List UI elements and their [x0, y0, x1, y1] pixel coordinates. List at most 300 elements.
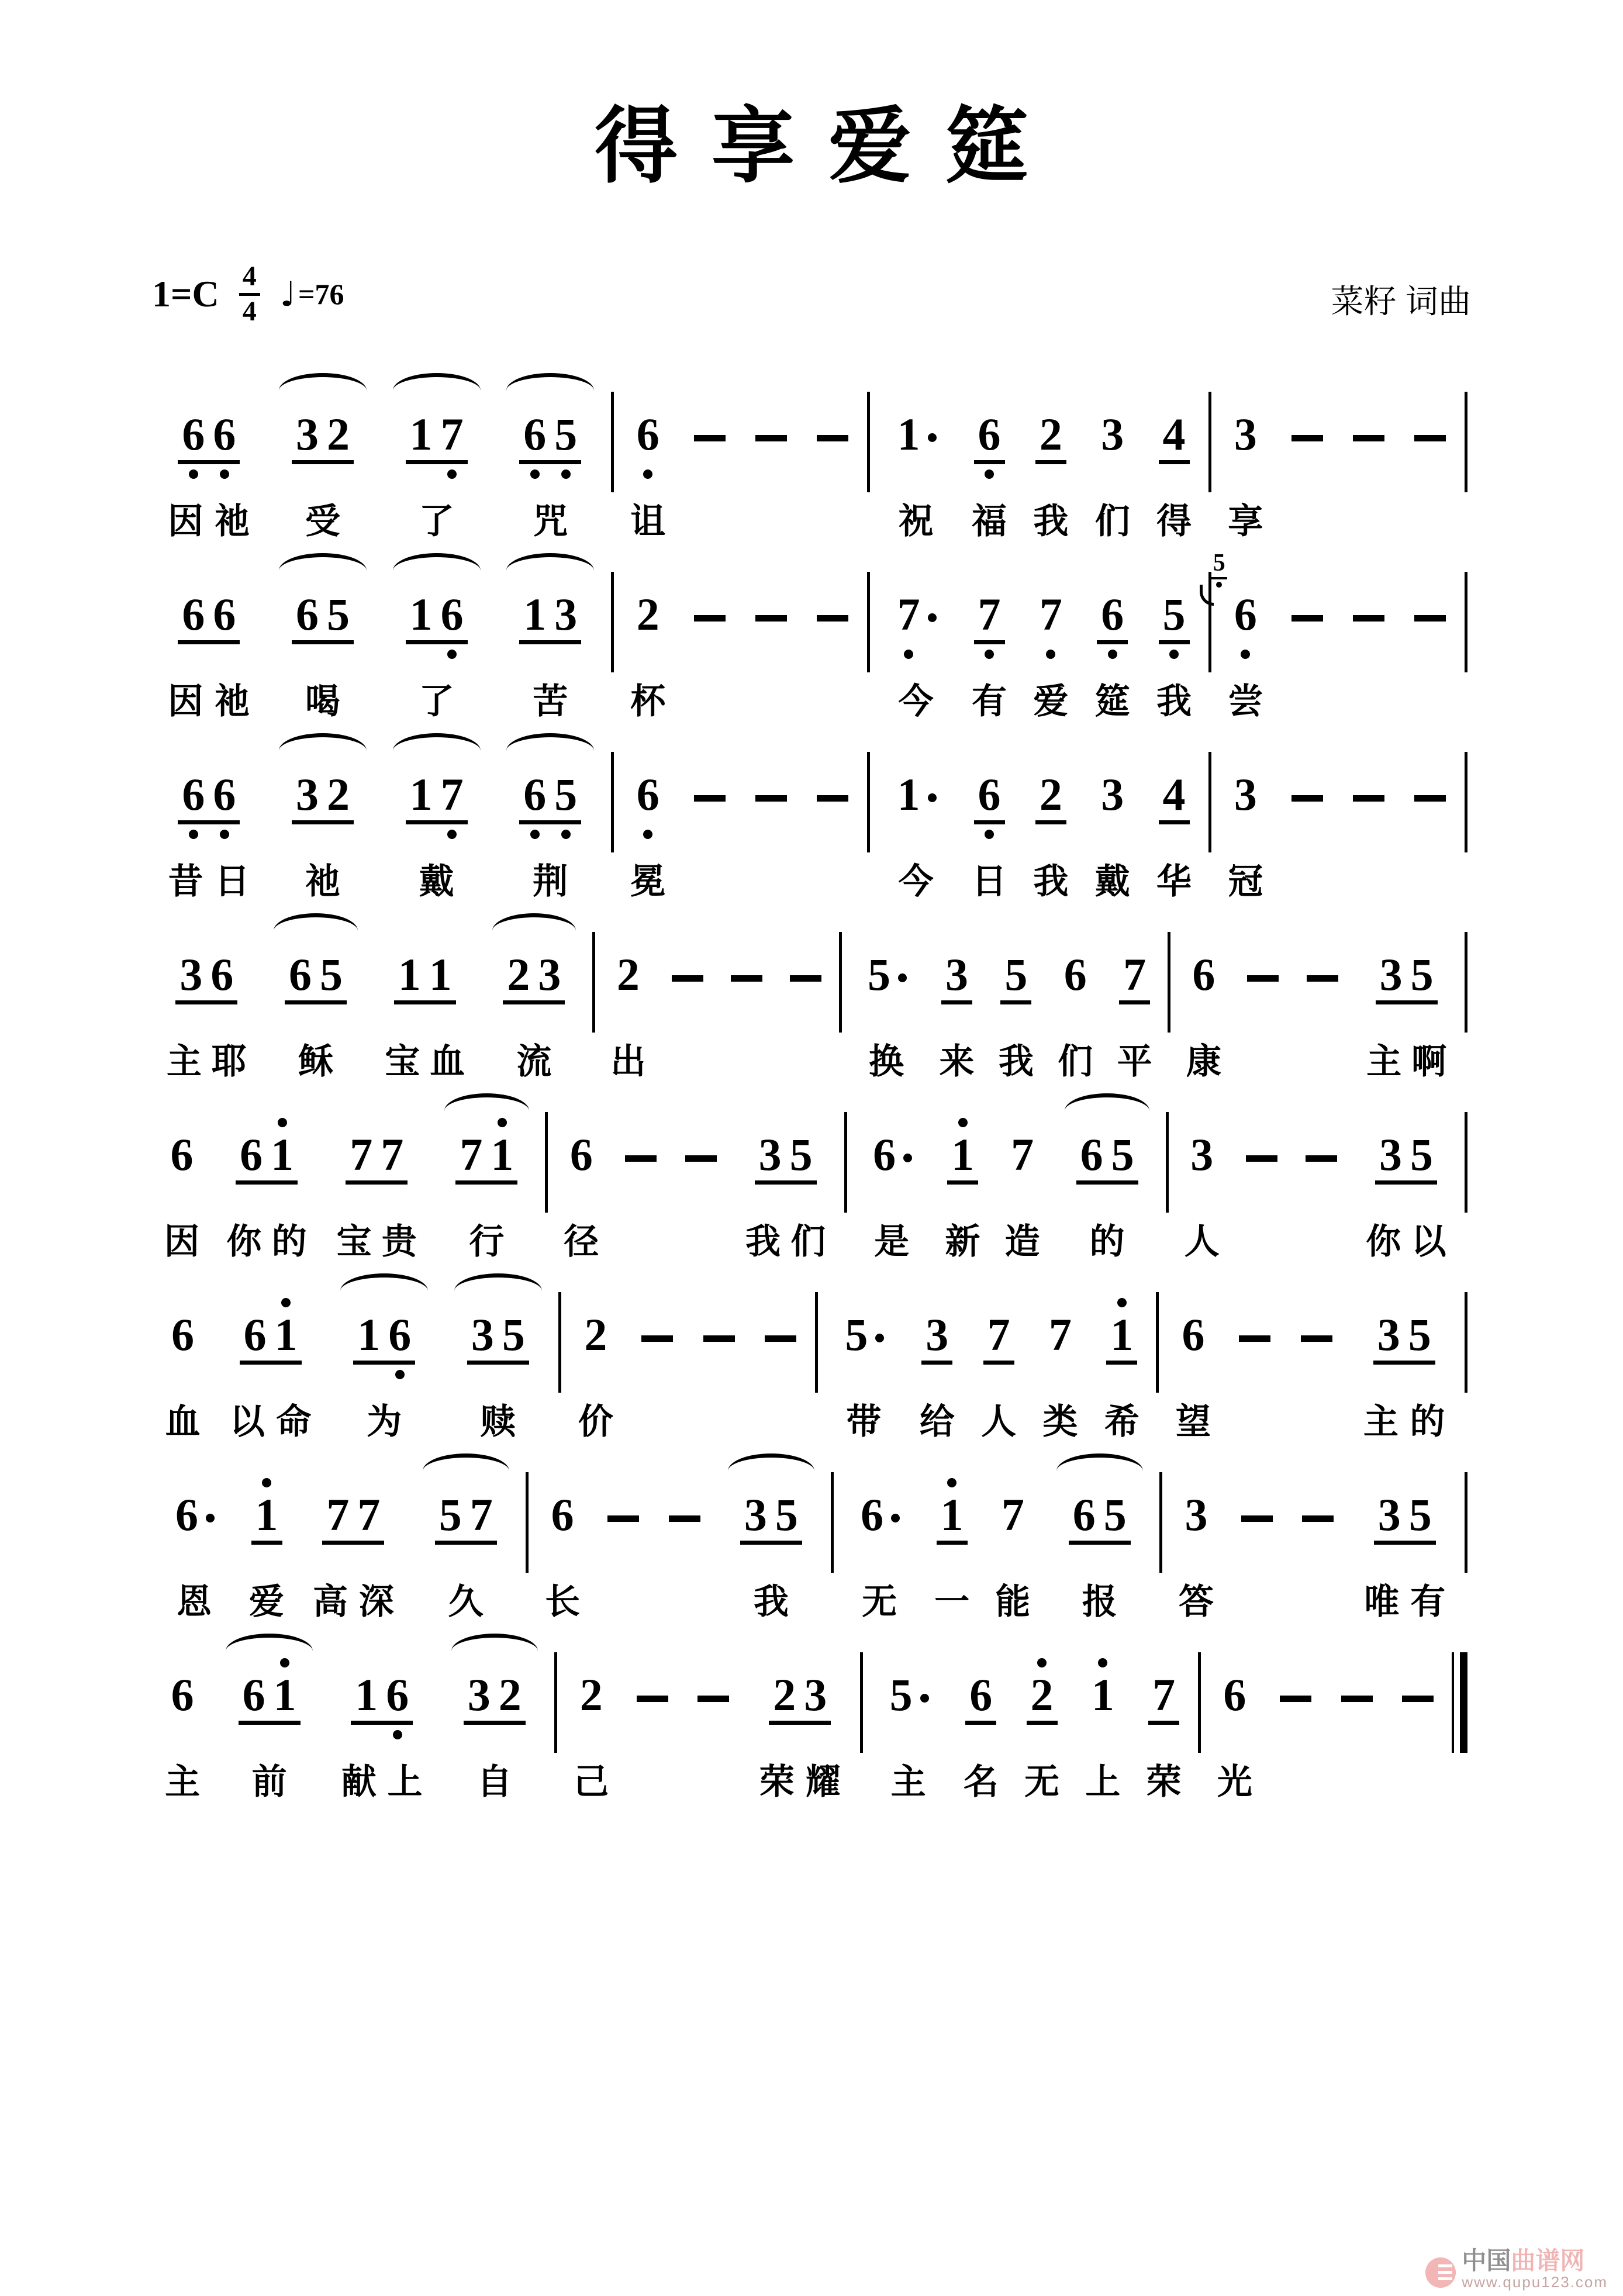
note-digit: 3: [1101, 409, 1124, 460]
barline: [558, 1292, 561, 1393]
lyric: [1177, 1217, 1227, 1261]
note-group: [431, 1089, 541, 1261]
lyric-char: 以: [1411, 1223, 1446, 1262]
note-digit: 2: [323, 772, 354, 824]
note-digit: 6: [209, 772, 240, 824]
lyric-char: 了: [419, 682, 454, 721]
score-line: [152, 1449, 1471, 1621]
lyric-char: 我: [745, 1223, 781, 1262]
note-digit: 6: [175, 1489, 198, 1541]
tempo-marking: [280, 274, 344, 314]
augmentation-dot: [898, 973, 907, 982]
octave-down-dot: [189, 469, 198, 479]
barline: [839, 932, 842, 1033]
note-digit: 6: [1097, 592, 1128, 644]
slur-icon: [492, 913, 576, 931]
final-barline: [1452, 1652, 1467, 1753]
note-group: [821, 1269, 907, 1441]
note-digit: 3: [550, 592, 581, 644]
note-group: [1011, 1629, 1072, 1801]
barline: [867, 572, 870, 672]
note-digit: 5: [1000, 952, 1031, 1004]
lyric-char: 赎: [480, 1403, 516, 1442]
note-digit: 6: [974, 772, 1005, 824]
lyric-char: 苦: [533, 682, 568, 721]
octave-up-dot: [1037, 1658, 1047, 1667]
note-digit: 3: [740, 1492, 771, 1545]
lyric: [1220, 677, 1272, 720]
lyric: [955, 1758, 1007, 1801]
note-group: [1043, 1449, 1155, 1621]
note-group: [1351, 1089, 1461, 1261]
lyric-char: 前: [251, 1763, 287, 1802]
score-line: [152, 1629, 1471, 1801]
slur-icon: [1065, 1093, 1149, 1111]
octave-down-dot: [447, 650, 457, 659]
note-digit: 5: [316, 952, 347, 1004]
note-digit: 1: [1106, 1312, 1137, 1365]
note-digit: 5: [1159, 592, 1190, 644]
note-digit: 3: [1375, 1132, 1406, 1185]
lyric-char: 的: [1089, 1223, 1125, 1262]
octave-down-dot: [1241, 650, 1250, 659]
score-line: [152, 548, 1471, 720]
note-digit: 6: [1182, 1309, 1205, 1361]
note-group: [493, 368, 607, 540]
lyric-char: 冠: [1228, 862, 1263, 902]
lyric-char: 希: [1104, 1403, 1139, 1442]
lyric: [1025, 497, 1077, 540]
slur-icon: [279, 373, 367, 391]
dash-rest: [1234, 909, 1293, 1026]
octave-down-dot: [643, 830, 652, 839]
lyric-char: 我: [1033, 502, 1069, 541]
note-group: [837, 1449, 921, 1621]
lyric: [826, 1397, 902, 1441]
note-digit: 3: [175, 952, 206, 1004]
note-group: [1020, 728, 1082, 900]
lyric: [271, 857, 375, 900]
lyric-char: 久: [448, 1583, 484, 1622]
note-group: [968, 1269, 1029, 1441]
dash-rest: [621, 1629, 682, 1746]
lyric-char: 主: [166, 1042, 202, 1082]
note-digit: 5: [1100, 1492, 1131, 1545]
lyric-char: 人: [981, 1403, 1017, 1442]
note-digit: 3: [292, 772, 323, 824]
lyric-char: 换: [869, 1042, 904, 1082]
note-digit: 5: [1404, 1312, 1435, 1365]
lyric-char: 出: [610, 1042, 646, 1082]
note-digit: 6: [965, 1672, 996, 1725]
lyric-char: 稣: [298, 1042, 334, 1082]
lyric-char: 是: [874, 1223, 910, 1262]
lyric-char: 日: [972, 862, 1007, 902]
lyric: [330, 1758, 434, 1801]
octave-up-dot: [281, 1298, 291, 1307]
note-group: [873, 368, 959, 540]
lyric: [963, 857, 1015, 900]
note-digit: 6: [974, 412, 1005, 464]
lyric-char: 荣: [759, 1763, 795, 1802]
octave-down-dot: [447, 830, 457, 839]
barline: [1465, 1472, 1467, 1573]
note-group: [266, 728, 380, 900]
lyric: [217, 1758, 321, 1801]
note-digit: 3: [1190, 1129, 1214, 1180]
note-group: [1215, 548, 1276, 720]
note-group: [866, 1629, 951, 1801]
lyric: [932, 1037, 982, 1080]
note-group: [379, 548, 493, 720]
note-digit: 1: [251, 1492, 282, 1545]
note-digit: 3: [464, 1672, 495, 1725]
grace-note: 5: [1211, 551, 1227, 588]
dash-rest: [654, 1449, 714, 1566]
dash-rest: [683, 1629, 744, 1746]
lyric-char: 带: [846, 1403, 882, 1442]
note-digit: 1: [1091, 1669, 1114, 1721]
note-digit: 1: [486, 1132, 517, 1185]
octave-down-dot: [220, 830, 229, 839]
lyric: [302, 1577, 405, 1621]
note-digit: 1: [406, 772, 437, 824]
lyric-char: 啊: [1411, 1042, 1447, 1082]
octave-down-dot: [1169, 650, 1179, 659]
lyric: [1057, 1217, 1158, 1261]
note-group: [933, 1089, 992, 1261]
lyric-char: 的: [271, 1223, 307, 1262]
barline: [815, 1292, 818, 1393]
note-group: [921, 1449, 982, 1621]
lyric: [1096, 1397, 1148, 1441]
octave-down-dot: [561, 830, 571, 839]
lyric: [850, 1037, 923, 1080]
lyric-char: 新: [945, 1223, 980, 1262]
lyric: [384, 677, 489, 720]
note-group: [993, 1089, 1052, 1261]
note-group: [236, 1449, 297, 1621]
slur-icon: [393, 733, 481, 751]
note-group: [1166, 1449, 1227, 1621]
octave-up-dot: [498, 1118, 507, 1127]
note-digit: 6: [209, 412, 240, 464]
note-digit: 1: [947, 1132, 978, 1185]
note-group: [1143, 728, 1204, 900]
note-group: [1020, 548, 1082, 720]
lyric-char: 献: [341, 1763, 377, 1802]
lyric-char: 我: [1033, 862, 1069, 902]
slur-icon: [444, 1093, 529, 1111]
note-digit: 6: [209, 592, 240, 644]
lyric-char: 祂: [215, 682, 250, 721]
time-signature: [239, 262, 260, 326]
score: [152, 368, 1471, 1801]
note-digit: 3: [921, 1312, 952, 1365]
note-digit: 6: [171, 1669, 194, 1721]
note-digit: 7: [1011, 1129, 1034, 1180]
lyric-char: 康: [1186, 1042, 1221, 1082]
lyric: [498, 497, 603, 540]
lyric: [1209, 1758, 1261, 1801]
slur-icon: [423, 1453, 509, 1471]
lyric: [871, 1758, 946, 1801]
lyric-char: 宝: [385, 1042, 420, 1082]
octave-up-dot: [280, 1658, 289, 1667]
lyric: [1170, 1577, 1222, 1621]
watermark-site-url: www.qupu123.com: [1462, 2273, 1608, 2291]
barline: [1198, 1652, 1201, 1753]
lyric: [498, 677, 603, 720]
dash-rest: [1227, 1449, 1287, 1566]
lyric: [878, 857, 954, 900]
note-digit: 5: [845, 1309, 868, 1361]
lyric: [997, 1217, 1048, 1261]
octave-down-dot: [985, 650, 994, 659]
barline: [1168, 932, 1170, 1033]
note-group: [326, 1629, 438, 1801]
dash-rest: [679, 368, 740, 485]
lyric: [332, 1397, 437, 1441]
note-digit: 2: [579, 1669, 603, 1721]
lyric-char: 尝: [1228, 682, 1263, 721]
lyric-char: 因: [164, 1223, 200, 1262]
barline: [1166, 1112, 1169, 1213]
lyric: [271, 677, 375, 720]
lyric-char: 咒: [533, 502, 568, 541]
lyric-char: 一: [934, 1583, 970, 1622]
dash-rest: [802, 728, 864, 845]
slur-icon: [393, 373, 481, 391]
note-group: [152, 1449, 236, 1621]
note-group: [261, 909, 371, 1080]
lyric-char: 日: [215, 862, 250, 902]
slur-icon: [226, 1634, 312, 1651]
lyric: [622, 677, 674, 720]
lyric: [157, 677, 261, 720]
lyric-char: 上: [1085, 1763, 1121, 1802]
note-digit: 5: [550, 412, 581, 464]
octave-up-dot: [947, 1478, 956, 1487]
lyric: [556, 1217, 606, 1261]
note-digit: 2: [503, 952, 534, 1004]
note-digit: 3: [1373, 1312, 1404, 1365]
lyric-char: 受: [305, 502, 340, 541]
note-group: [1172, 1089, 1232, 1261]
note-digit: 6: [1063, 949, 1087, 1000]
note-digit: 2: [1027, 1672, 1058, 1725]
lyric-char: 答: [1179, 1583, 1214, 1622]
lyric: [157, 1037, 257, 1080]
lyric: [326, 1217, 427, 1261]
note-digit: 1: [271, 1312, 302, 1365]
dash-rest: [688, 1269, 750, 1386]
note-digit: 2: [616, 949, 640, 1000]
barline: [592, 932, 595, 1033]
note-digit: 5: [889, 1669, 913, 1721]
dash-rest: [1400, 728, 1461, 845]
score-line: [152, 1089, 1471, 1261]
lyric: [735, 1217, 836, 1261]
lyric-char: 昔: [168, 862, 203, 902]
lyric-char: 给: [919, 1403, 955, 1442]
slur-icon: [279, 553, 367, 571]
octave-down-dot: [985, 830, 994, 839]
lyric: [375, 1037, 475, 1080]
note-digit: 3: [1374, 1492, 1405, 1545]
lyric: [622, 857, 674, 900]
lyric: [603, 1037, 653, 1080]
lyric-char: 得: [1156, 502, 1192, 541]
score-line: [152, 1269, 1471, 1441]
lyric: [1167, 1397, 1219, 1441]
octave-up-dot: [278, 1118, 287, 1127]
augmentation-dot: [928, 793, 937, 802]
lyric-char: 了: [419, 502, 454, 541]
lyric-char: 能: [995, 1583, 1031, 1622]
note-digit: 5: [498, 1312, 529, 1365]
note-digit: 6: [178, 772, 209, 824]
dash-rest: [1287, 1449, 1348, 1566]
lyric: [1356, 1037, 1456, 1080]
note-digit: 7: [455, 1132, 486, 1185]
note-digit: 5: [868, 949, 890, 1000]
octave-down-dot: [393, 1730, 402, 1739]
lyric: [1179, 1037, 1228, 1080]
note-group: [565, 1269, 626, 1441]
note-group: [873, 548, 959, 720]
lyric-char: 贵: [381, 1223, 417, 1262]
lyric: [1148, 497, 1200, 540]
note-group: [1082, 368, 1143, 540]
note-digit: 6: [551, 1489, 574, 1541]
lyric-char: 荣: [1146, 1763, 1182, 1802]
note-digit: 1: [394, 952, 425, 1004]
note-digit: 5: [1107, 1132, 1138, 1185]
lyric-char: 造: [1004, 1223, 1040, 1262]
score-line: [152, 909, 1471, 1080]
note-group: [986, 909, 1045, 1080]
octave-down-dot: [561, 469, 571, 479]
lyric-char: 的: [1410, 1403, 1445, 1442]
note-group: [1052, 1089, 1162, 1261]
note-group: [1215, 728, 1276, 900]
lyric-char: 今: [898, 682, 934, 721]
watermark: [1425, 2246, 1608, 2291]
note-digit: 3: [1185, 1489, 1208, 1541]
lyric: [1138, 1758, 1189, 1801]
note-digit: 7: [1148, 1672, 1179, 1725]
lyric-char: 血: [430, 1042, 465, 1082]
note-group: [1082, 728, 1143, 900]
dash-rest: [1224, 1269, 1286, 1386]
dash-rest: [776, 909, 835, 1026]
lyric: [1086, 857, 1138, 900]
note-group: [958, 548, 1020, 720]
lyric-char: 冕: [630, 862, 666, 902]
slur-icon: [506, 373, 594, 391]
lyric-char: 主: [1366, 1042, 1402, 1082]
dash-rest: [1338, 548, 1399, 665]
note-digit: 6: [1069, 1492, 1100, 1545]
note-digit: 5: [1407, 952, 1438, 1004]
lyric: [748, 1758, 852, 1801]
note-group: [152, 728, 266, 900]
note-digit: 6: [636, 769, 659, 820]
dash-rest: [1265, 1629, 1326, 1746]
lyric-char: 戴: [1094, 862, 1130, 902]
note-digit: 1: [351, 1672, 382, 1725]
note-group: [1046, 909, 1105, 1080]
note-group: [327, 1269, 441, 1441]
lyric: [720, 1577, 823, 1621]
note-group: [599, 909, 658, 1080]
qupu-logo-icon: [1425, 2257, 1456, 2288]
composer-credit: 菜籽 词曲: [1331, 283, 1471, 320]
octave-down-dot: [530, 469, 540, 479]
lyric: [498, 857, 603, 900]
lyric: [1148, 677, 1200, 720]
lyric-char: 高: [312, 1583, 348, 1622]
note-group: [731, 1089, 841, 1261]
note-group: [493, 728, 607, 900]
note-digit: 6: [437, 592, 468, 644]
lyric-char: 们: [790, 1223, 826, 1262]
augmentation-dot: [920, 1694, 929, 1703]
note-digit: 7: [897, 589, 920, 640]
note-group: [958, 368, 1020, 540]
lyric-char: 恩: [176, 1583, 212, 1622]
note-digit: 6: [239, 1672, 270, 1725]
dash-rest: [740, 368, 802, 485]
octave-down-dot: [530, 830, 540, 839]
note-digit: 2: [1035, 772, 1066, 824]
tempo-value: =76: [298, 278, 344, 311]
dash-rest: [671, 1089, 731, 1206]
lyric-char: 诅: [630, 502, 666, 541]
note-digit: 5: [771, 1492, 802, 1545]
note-digit: 2: [323, 412, 354, 464]
slur-icon: [506, 553, 594, 571]
lyric-char: 你: [226, 1223, 262, 1262]
lyric-char: 望: [1176, 1403, 1211, 1442]
lyric-char: 戴: [419, 862, 454, 902]
note-group: [851, 1089, 933, 1261]
lyric: [443, 1758, 546, 1801]
barline: [611, 392, 614, 492]
note-digit: 5: [550, 772, 581, 824]
note-digit: 2: [495, 1672, 526, 1725]
lyric-char: 爱: [249, 1583, 285, 1622]
note-group: [379, 728, 493, 900]
lyric-char: 们: [1094, 502, 1130, 541]
meta-row: [152, 262, 1471, 326]
lyric: [384, 497, 489, 540]
lyric-char: 祂: [305, 862, 340, 902]
octave-down-dot: [1108, 650, 1117, 659]
lyric: [987, 1577, 1038, 1621]
lyric: [157, 1577, 232, 1621]
note-group: [152, 368, 266, 540]
note-group: [951, 1629, 1011, 1801]
barline: [545, 1112, 548, 1213]
lyric: [157, 1758, 208, 1801]
note-digit: 5: [323, 592, 354, 644]
lyric-char: 流: [516, 1042, 552, 1082]
note-digit: 1: [267, 1132, 298, 1185]
note-group: [744, 1629, 857, 1801]
lyric-char: 耶: [211, 1042, 247, 1082]
